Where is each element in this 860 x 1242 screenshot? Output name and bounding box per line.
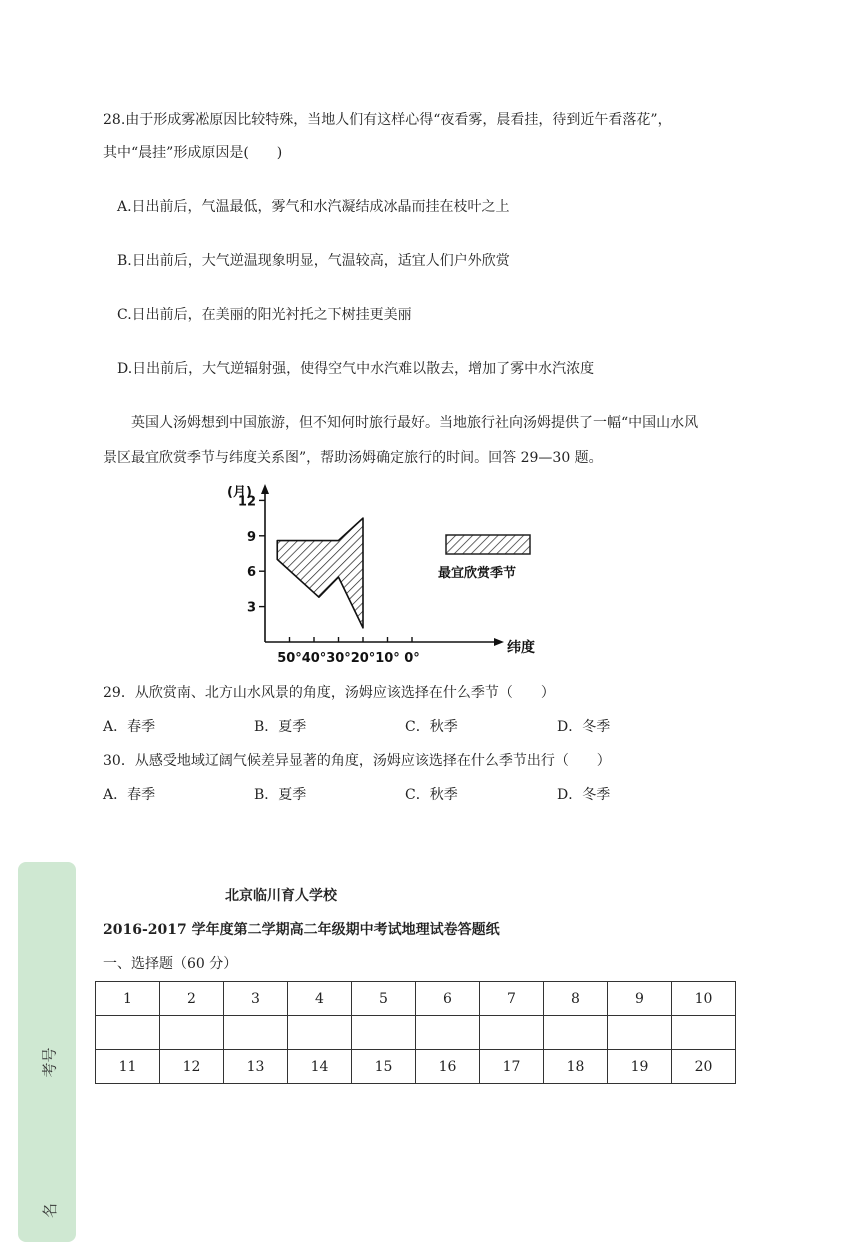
- q28-stem-line1: 28.由于形成雾凇原因比较特殊，当地人们有这样心得“夜看雾，晨看挂，待到近午看落花”，: [103, 112, 672, 128]
- q28-stem-line2: 其中“晨挂”形成原因是( ): [103, 145, 283, 161]
- question-number-cell: 19: [608, 1050, 672, 1084]
- y-tick-label: 6: [246, 565, 256, 581]
- exam-number-label: 考号: [40, 1047, 59, 1078]
- answer-cell[interactable]: [416, 1016, 480, 1050]
- answer-cell[interactable]: [160, 1016, 224, 1050]
- answer-cell[interactable]: [672, 1016, 736, 1050]
- question-number-cell: 13: [224, 1050, 288, 1084]
- q29-option-a: A．春季: [103, 719, 156, 735]
- question-number-cell: 3: [224, 982, 288, 1016]
- answer-grid-numbers-row-1: [96, 982, 736, 1016]
- legend-label: 最宜欣赏季节: [438, 566, 517, 581]
- q28-option-c: C.日出前后，在美丽的阳光衬托之下树挂更美丽: [117, 307, 412, 323]
- q29-option-b: B．夏季: [254, 719, 307, 735]
- answer-cell[interactable]: [544, 1016, 608, 1050]
- q30-stem: 30．从感受地域辽阔气候差异显著的角度，汤姆应该选择在什么季节出行（ ）: [103, 753, 611, 769]
- question-number-cell: 7: [480, 982, 544, 1016]
- y-tick-label: 9: [246, 529, 256, 545]
- question-number-cell: 10: [672, 982, 736, 1016]
- question-number-cell: 2: [160, 982, 224, 1016]
- question-number-cell: 8: [544, 982, 608, 1016]
- q29-option-d: D．冬季: [557, 719, 611, 735]
- y-axis-label: (月): [227, 485, 252, 500]
- question-number-cell: 18: [544, 1050, 608, 1084]
- question-number-cell: 20: [672, 1050, 736, 1084]
- school-name: 北京临川育人学校: [225, 888, 337, 904]
- answer-cell[interactable]: [224, 1016, 288, 1050]
- y-axis-arrow: [261, 484, 269, 494]
- binding-strip: [18, 862, 76, 1242]
- answer-cell[interactable]: [352, 1016, 416, 1050]
- x-tick-label: 0°: [404, 651, 420, 666]
- question-number-cell: 16: [416, 1050, 480, 1084]
- best-season-area: [277, 518, 363, 628]
- q29-option-c: C．秋季: [405, 719, 458, 735]
- intro-line1: 英国人汤姆想到中国旅游，但不知何时旅行最好。当地旅行社向汤姆提供了一幅“中国山水风: [131, 415, 699, 431]
- q28-option-d: D.日出前后，大气逆辐射强，使得空气中水汽难以散去，增加了雾中水汽浓度: [117, 361, 595, 377]
- latitude-season-chart: [222, 480, 552, 670]
- q28-option-a: A.日出前后，气温最低，雾气和水汽凝结成冰晶而挂在枝叶之上: [117, 199, 510, 215]
- y-tick-label: 12: [237, 494, 256, 510]
- question-number-cell: 17: [480, 1050, 544, 1084]
- x-tick-label: 30°: [326, 651, 351, 666]
- answer-grid-numbers-row-2: [96, 1050, 736, 1084]
- question-number-cell: 9: [608, 982, 672, 1016]
- question-number-cell: 6: [416, 982, 480, 1016]
- question-number-cell: 15: [352, 1050, 416, 1084]
- x-tick-label: 10°: [375, 651, 400, 666]
- q30-option-a: A．春季: [103, 787, 156, 803]
- q29-stem: 29．从欣赏南、北方山水风景的角度，汤姆应该选择在什么季节（ ）: [103, 685, 555, 701]
- q30-option-d: D．冬季: [557, 787, 611, 803]
- question-number-cell: 5: [352, 982, 416, 1016]
- answer-cell[interactable]: [96, 1016, 160, 1050]
- answer-cell[interactable]: [288, 1016, 352, 1050]
- intro-line2: 景区最宜欣赏季节与纬度关系图”，帮助汤姆确定旅行的时间。回答 29—30 题。: [103, 450, 603, 466]
- x-tick-label: 20°: [350, 651, 376, 666]
- name-label: 名: [41, 1202, 60, 1219]
- x-tick-label: 40°: [301, 651, 327, 666]
- question-number-cell: 4: [288, 982, 352, 1016]
- answer-cell[interactable]: [480, 1016, 544, 1050]
- section-heading: 一、选择题（60 分）: [103, 956, 238, 972]
- answer-cell[interactable]: [608, 1016, 672, 1050]
- question-number-cell: 14: [288, 1050, 352, 1084]
- y-tick-label: 3: [246, 600, 256, 616]
- answer-grid-blank-row: [96, 1016, 736, 1050]
- question-number-cell: 1: [96, 982, 160, 1016]
- answer-sheet-title: 2016-2017 学年度第二学期高二年级期中考试地理试卷答题纸: [103, 922, 500, 938]
- question-number-cell: 11: [96, 1050, 160, 1084]
- q30-option-c: C．秋季: [405, 787, 458, 803]
- x-tick-label: 50°: [277, 651, 302, 666]
- q28-option-b: B.日出前后，大气逆温现象明显，气温较高，适宜人们户外欣赏: [117, 253, 510, 269]
- x-axis-label: 纬度: [507, 640, 535, 656]
- answer-grid: [95, 981, 736, 1084]
- x-axis-arrow: [494, 638, 504, 646]
- legend-swatch: [446, 535, 530, 554]
- question-number-cell: 12: [160, 1050, 224, 1084]
- q30-option-b: B．夏季: [254, 787, 307, 803]
